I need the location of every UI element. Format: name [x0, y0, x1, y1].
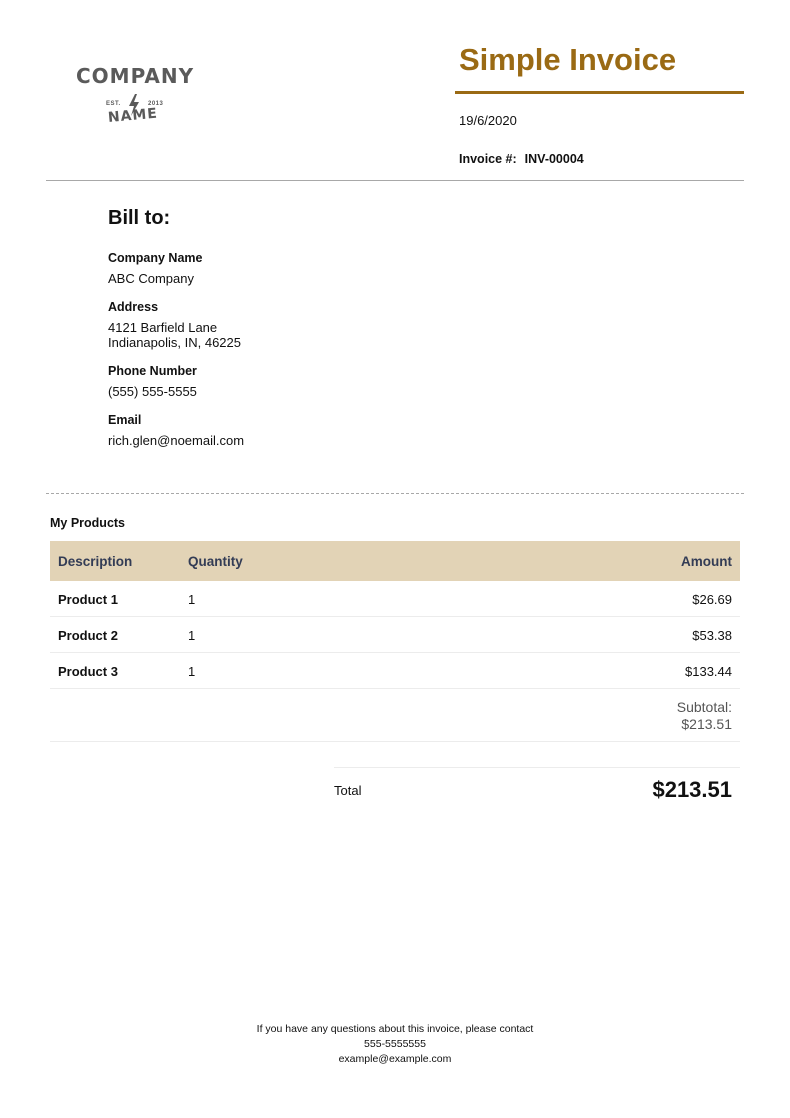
invoice-date: 19/6/2020	[459, 113, 517, 128]
footer-email: example@example.com	[338, 1053, 452, 1065]
logo-name-text: NAME	[107, 105, 159, 126]
invoice-number-line	[459, 152, 584, 166]
products-section-title: My Products	[50, 516, 126, 530]
footer-phone: 555-5555555	[364, 1038, 426, 1050]
header-divider	[46, 180, 744, 181]
invoice-title: Simple Invoice	[459, 42, 677, 77]
bill-to-heading: Bill to:	[108, 207, 171, 229]
column-header-description: Description	[58, 554, 133, 569]
logo-company-text: COMPANY	[76, 64, 195, 88]
section-divider	[46, 493, 744, 494]
product-quantity: 1	[188, 664, 196, 679]
total-divider	[334, 767, 740, 768]
column-header-amount: Amount	[681, 554, 732, 569]
products-table-header	[50, 541, 740, 581]
product-amount: $26.69	[692, 592, 732, 607]
product-quantity: 1	[188, 592, 196, 607]
address-label: Address	[108, 300, 159, 314]
product-name: Product 2	[58, 628, 118, 643]
column-header-quantity: Quantity	[188, 554, 243, 569]
footer-message: If you have any questions about this invoice, please contact	[256, 1023, 534, 1035]
phone-value: (555) 555-5555	[108, 384, 197, 399]
company-logo	[60, 60, 205, 135]
subtotal-value: $213.51	[681, 716, 732, 732]
total-value: $213.51	[652, 777, 732, 802]
address-line-1: 4121 Barfield Lane	[108, 320, 218, 335]
phone-label: Phone Number	[108, 364, 197, 378]
table-row	[50, 617, 740, 653]
invoice-number-value: INV-00004	[524, 152, 584, 166]
address-line-2: Indianapolis, IN, 46225	[108, 335, 241, 350]
logo-est-text: EST.	[106, 101, 121, 107]
product-name: Product 3	[58, 664, 118, 679]
table-row	[50, 653, 740, 689]
email-value: rich.glen@noemail.com	[108, 433, 245, 448]
footer-contact	[0, 1022, 790, 1067]
subtotal-row	[50, 689, 740, 742]
invoice-number-label: Invoice #:	[459, 152, 517, 166]
product-amount: $53.38	[692, 628, 732, 643]
products-table	[50, 541, 740, 742]
company-name-label: Company Name	[108, 251, 203, 265]
email-label: Email	[108, 413, 142, 427]
table-row	[50, 581, 740, 617]
product-quantity: 1	[188, 628, 196, 643]
subtotal-label: Subtotal:	[676, 699, 732, 715]
company-name-value: ABC Company	[108, 271, 194, 286]
title-underline	[455, 91, 744, 94]
logo-year-text: 2013	[148, 101, 164, 107]
total-label: Total	[334, 783, 362, 798]
product-amount: $133.44	[685, 664, 732, 679]
product-name: Product 1	[58, 592, 118, 607]
